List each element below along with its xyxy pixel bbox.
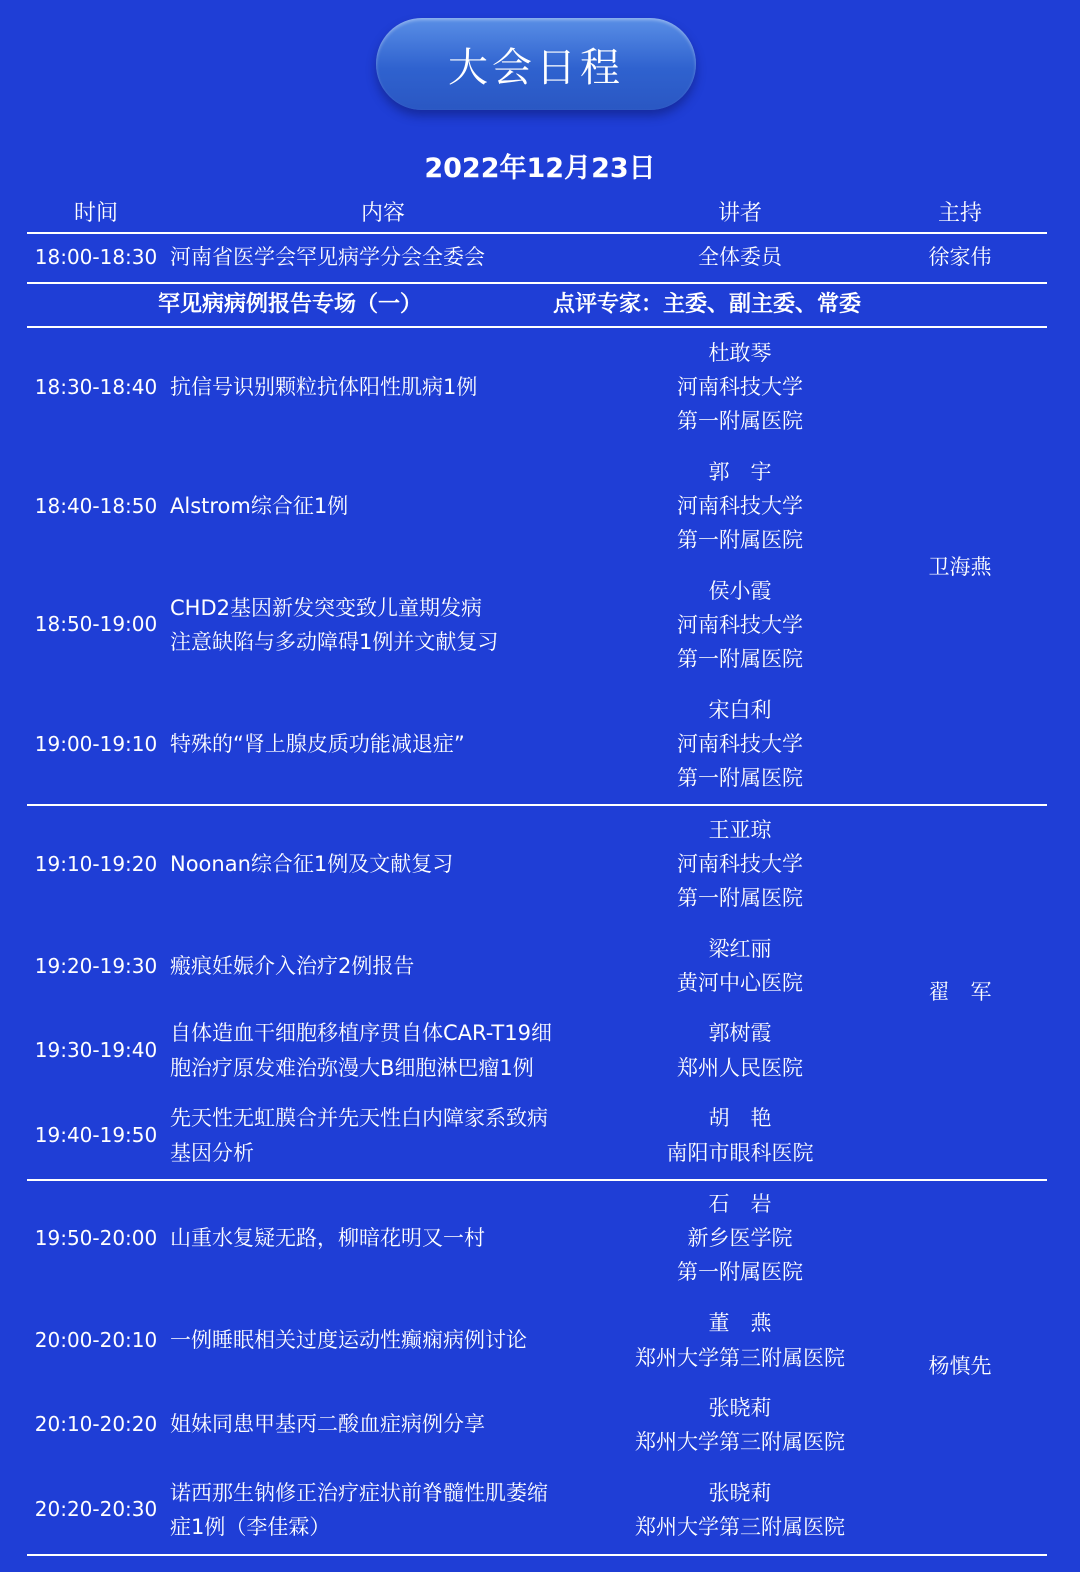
item-content: 自体造血干细胞移植序贯自体CAR-T19细: [170, 1021, 552, 1045]
item-speaker-org: 第一附属医院: [677, 647, 803, 671]
row-content: 河南省医学会罕见病学分会全委会: [170, 245, 485, 269]
item-speaker-org: 河南科技大学: [677, 613, 803, 637]
item-speaker-name: 张晓莉: [708, 1396, 772, 1420]
item-speaker-org: 新乡医学院: [687, 1226, 793, 1250]
item-time: 18:40-18:50: [34, 494, 158, 518]
item-speaker-org: 郑州大学第三附属医院: [635, 1515, 845, 1539]
item-time: 19:30-19:40: [34, 1038, 158, 1062]
item-speaker-name: 张晓莉: [708, 1481, 772, 1505]
item-speaker-name: 杜敢琴: [708, 341, 772, 365]
divider: [27, 326, 1047, 328]
item-content: 注意缺陷与多动障碍1例并文献复习: [170, 630, 499, 654]
item-speaker-name: 石 岩: [708, 1192, 772, 1216]
item-speaker-org: 第一附属医院: [677, 886, 803, 910]
divider: [27, 804, 1047, 806]
item-speaker-name: 王亚琼: [708, 818, 772, 842]
item-time: 18:30-18:40: [34, 375, 158, 399]
item-speaker-name: 梁红丽: [708, 937, 772, 961]
column-header-content: 内容: [360, 201, 405, 226]
item-content: Noonan综合征1例及文献复习: [170, 852, 454, 876]
row-time: 18:00-18:30: [34, 245, 158, 269]
item-speaker-org: 第一附属医院: [677, 409, 803, 433]
session-host: 卫海燕: [928, 555, 992, 579]
column-header-speaker: 讲者: [717, 201, 762, 226]
item-content: 基因分析: [170, 1141, 254, 1165]
item-content: Alstrom综合征1例: [170, 494, 349, 518]
item-speaker-name: 郭 宇: [708, 460, 772, 484]
column-header-time: 时间: [73, 201, 118, 226]
item-speaker-org: 郑州人民医院: [677, 1056, 803, 1080]
item-time: 19:40-19:50: [34, 1123, 158, 1147]
session-host: 翟 军: [928, 980, 992, 1004]
item-content: 先天性无虹膜合并先天性白内障家系致病: [170, 1106, 548, 1130]
item-content: 山重水复疑无路，柳暗花明又一村: [170, 1226, 485, 1250]
session-title: 罕见病病例报告专场（一）: [158, 292, 423, 317]
item-speaker-org: 河南科技大学: [677, 852, 803, 876]
divider: [27, 1179, 1047, 1181]
item-content: 特殊的“肾上腺皮质功能减退症”: [170, 732, 465, 756]
item-speaker-org: 郑州大学第三附属医院: [635, 1346, 845, 1370]
item-content: 诺西那生钠修正治疗症状前脊髓性肌萎缩: [170, 1481, 548, 1505]
divider: [27, 282, 1047, 284]
row-host: 徐家伟: [928, 245, 992, 269]
item-time: 19:00-19:10: [34, 732, 158, 756]
session-host: 杨慎先: [928, 1354, 992, 1378]
page-title: 大会日程: [376, 18, 696, 110]
item-speaker-name: 董 燕: [708, 1311, 772, 1335]
item-content: 胞治疗原发难治弥漫大B细胞淋巴瘤1例: [170, 1056, 534, 1080]
item-time: 18:50-19:00: [34, 612, 158, 636]
item-speaker-name: 郭树霞: [708, 1021, 772, 1045]
item-content: 抗信号识别颗粒抗体阳性肌病1例: [170, 375, 478, 399]
row-speaker: 全体委员: [698, 245, 782, 269]
item-speaker-name: 胡 艳: [708, 1106, 772, 1130]
item-time: 20:00-20:10: [34, 1328, 158, 1352]
item-content: 瘢痕妊娠介入治疗2例报告: [170, 954, 415, 978]
item-time: 19:50-20:00: [34, 1226, 158, 1250]
item-speaker-name: 侯小霞: [708, 579, 772, 603]
item-time: 20:20-20:30: [34, 1497, 158, 1521]
item-time: 19:10-19:20: [34, 852, 158, 876]
divider: [27, 232, 1047, 234]
item-speaker-org: 黄河中心医院: [677, 971, 803, 995]
item-speaker-org: 第一附属医院: [677, 766, 803, 790]
item-content: CHD2基因新发突变致儿童期发病: [170, 596, 482, 620]
session-experts: 点评专家：主委、副主委、常委: [553, 292, 862, 317]
item-speaker-org: 第一附属医院: [677, 528, 803, 552]
item-speaker-org: 第一附属医院: [677, 1260, 803, 1284]
item-speaker-name: 宋白利: [708, 698, 772, 722]
item-content: 症1例（李佳霖）: [170, 1515, 331, 1539]
item-speaker-org: 河南科技大学: [677, 732, 803, 756]
item-speaker-org: 南阳市眼科医院: [666, 1141, 814, 1165]
item-time: 19:20-19:30: [34, 954, 158, 978]
item-speaker-org: 郑州大学第三附属医院: [635, 1430, 845, 1454]
item-time: 20:10-20:20: [34, 1412, 158, 1436]
divider: [27, 1554, 1047, 1556]
item-speaker-org: 河南科技大学: [677, 494, 803, 518]
item-content: 一例睡眠相关过度运动性癫痫病例讨论: [170, 1328, 527, 1352]
schedule-date: 2022年12月23日: [424, 153, 656, 184]
column-header-host: 主持: [937, 201, 982, 226]
item-speaker-org: 河南科技大学: [677, 375, 803, 399]
item-content: 姐妹同患甲基丙二酸血症病例分享: [170, 1412, 485, 1436]
